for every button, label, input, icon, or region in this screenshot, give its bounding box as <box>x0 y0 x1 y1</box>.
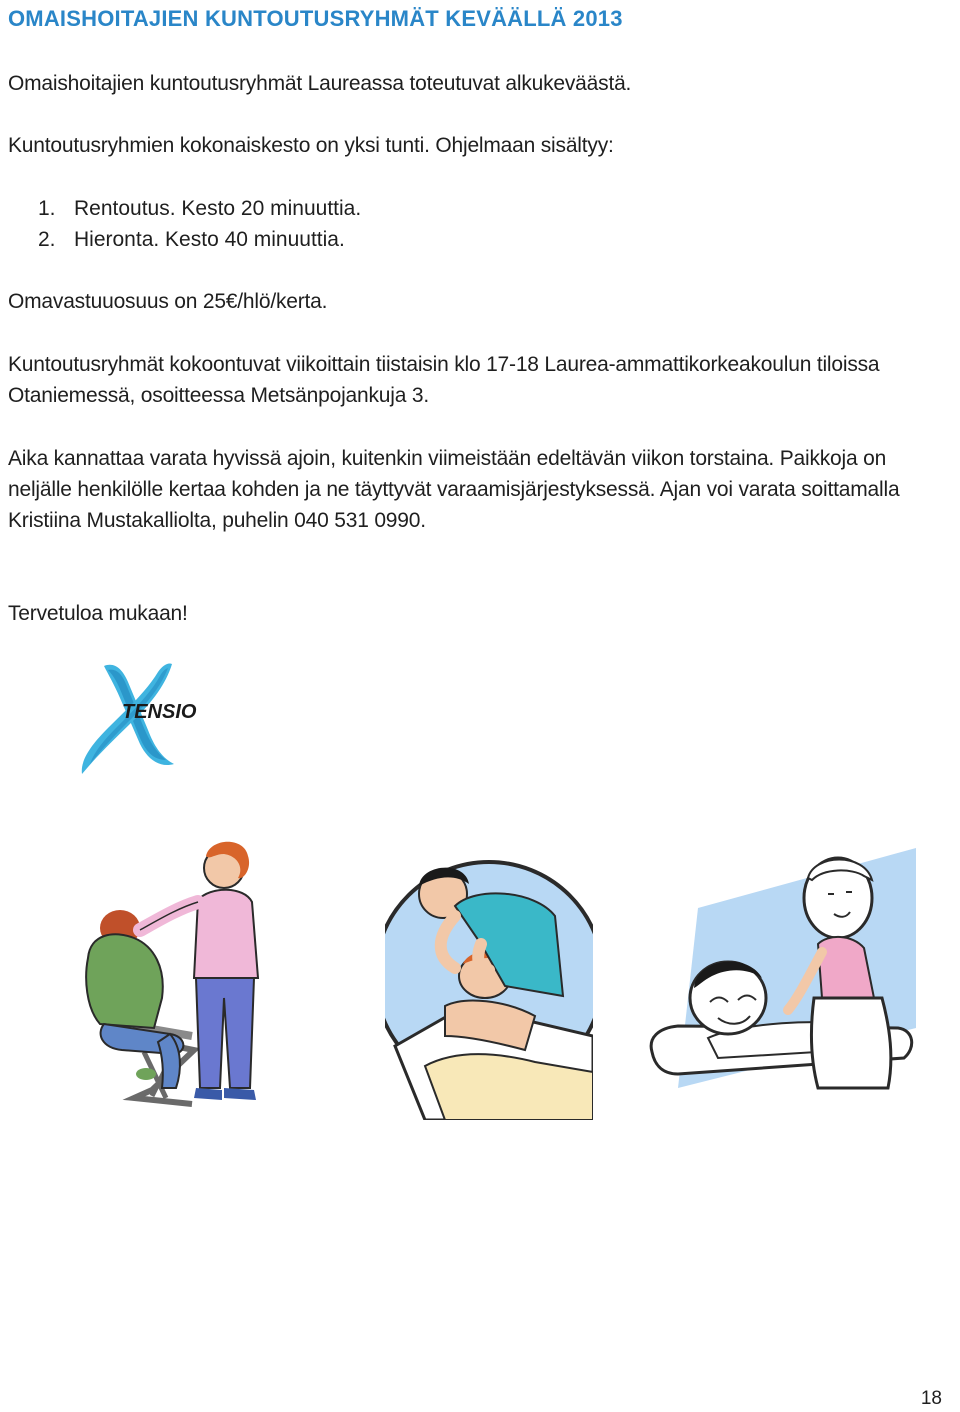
program-list <box>38 193 361 255</box>
chair-massage-illustration <box>74 838 270 1120</box>
intro-paragraph: Omaishoitajien kuntoutusryhmät Laureassa toteutuvat alkukeväästä. <box>8 72 632 95</box>
x-logo-icon <box>74 660 198 780</box>
head-massage-illustration <box>385 836 593 1120</box>
xtensio-logo <box>74 660 198 780</box>
list-item <box>38 193 361 224</box>
list-item-text: Rentoutus. Kesto 20 minuuttia. <box>74 197 362 220</box>
welcome-text: Tervetuloa mukaan! <box>8 602 188 625</box>
duration-paragraph: Kuntoutusryhmien kokonaiskesto on yksi tunti. Ohjelmaan sisältyy: <box>8 134 614 157</box>
back-massage-illustration <box>638 848 916 1120</box>
fee-paragraph: Omavastuuosuus on 25€/hlö/kerta. <box>8 290 328 313</box>
list-item-number: 1. <box>38 197 56 220</box>
list-item-text: Hieronta. Kesto 40 minuuttia. <box>74 228 345 251</box>
list-item-number: 2. <box>38 228 56 251</box>
page-title: OMAISHOITAJIEN KUNTOUTUSRYHMÄT KEVÄÄLLÄ 2013 <box>8 6 623 31</box>
schedule-paragraph: Kuntoutusryhmät kokoontuvat viikoittain tiistaisin klo 17-18 Laurea-ammattikorkeakoulun tiloissa Otaniemessä, osoitteessa Metsänpojankuja 3. <box>8 353 880 407</box>
booking-paragraph: Aika kannattaa varata hyvissä ajoin, kuitenkin viimeistään edeltävän viikon torstaina. Paikkoja on neljälle henkilölle kertaa kohden ja ne täyttyvät varaamisjärjestyksessä. Ajan voi varata soittamalla Kristiina Mustakalliolta, puhelin 040 531 0990. <box>8 447 900 532</box>
list-item <box>38 224 361 255</box>
page-number: 18 <box>920 1388 942 1409</box>
logo-text: TENSIO <box>122 701 197 723</box>
